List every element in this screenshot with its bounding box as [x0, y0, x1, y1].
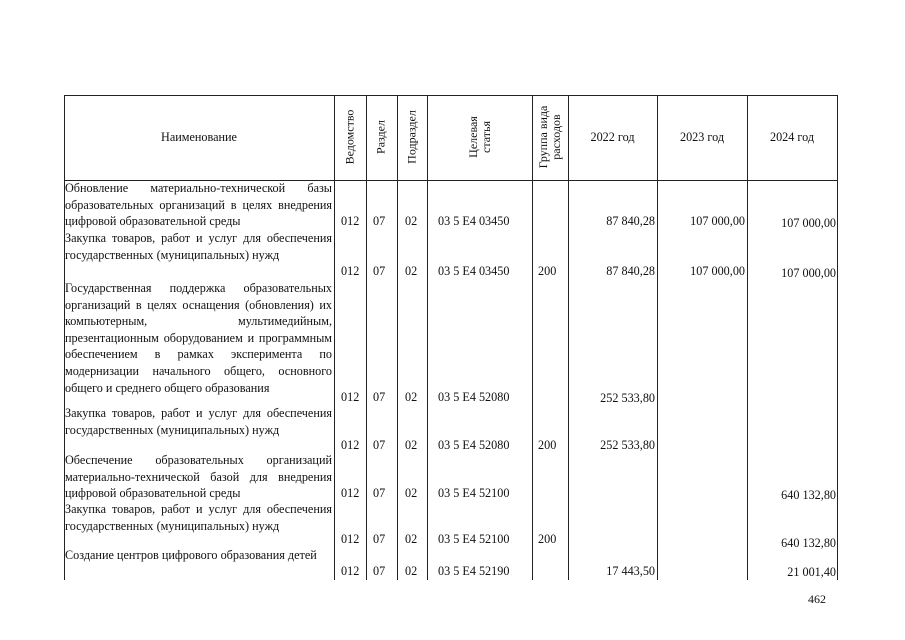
row-target: 03 5 E4 03450	[438, 264, 510, 278]
row-target: 03 5 E4 03450	[438, 214, 510, 228]
row-subsection: 02	[405, 564, 418, 578]
col-border	[532, 95, 533, 580]
row-2024: 107 000,00	[781, 216, 836, 230]
row-2022: 87 840,28	[606, 214, 655, 228]
row-section: 07	[373, 438, 386, 452]
row-2022: 252 533,80	[600, 391, 655, 405]
row-2023: 107 000,00	[690, 264, 745, 278]
row-name: Государственная поддержка образовательных организаций в целях оснащения (обновления) их компьютерным, мультимедийным, презентационным оборудованием и программным обеспечением в рамках эксперимента по модернизации начального общего, основного общего и среднего общего образования	[65, 281, 332, 395]
budget-table	[64, 95, 838, 580]
header-section: Раздел	[373, 120, 388, 154]
row-section: 07	[373, 390, 386, 404]
row-section: 07	[373, 532, 386, 546]
row-subsection: 02	[405, 486, 418, 500]
row-2022: 252 533,80	[600, 438, 655, 452]
row-subsection: 02	[405, 532, 418, 546]
row-dept: 012	[341, 532, 360, 546]
row-dept: 012	[341, 486, 360, 500]
row-name: Закупка товаров, работ и услуг для обеспечения государственных (муниципальных) нужд	[65, 406, 332, 437]
col-border	[397, 95, 398, 580]
row-name: Закупка товаров, работ и услуг для обеспечения государственных (муниципальных) нужд	[65, 231, 332, 262]
row-target: 03 5 E4 52080	[438, 438, 510, 452]
row-name: Создание центров цифрового образования детей	[65, 548, 317, 562]
row-target: 03 5 E4 52080	[438, 390, 510, 404]
row-name: Обеспечение образовательных организаций материально-технической базой для внедрения цифровой образовательной среды	[65, 453, 332, 501]
col-border	[837, 95, 838, 580]
header-target: Целевая статья	[466, 116, 493, 158]
row-2023: 107 000,00	[690, 214, 745, 228]
row-section: 07	[373, 486, 386, 500]
col-border	[366, 95, 367, 580]
row-subsection: 02	[405, 264, 418, 278]
col-border	[334, 95, 335, 580]
header-dept: Ведомство	[342, 109, 357, 165]
header-group: Группа вида расходов	[536, 105, 563, 169]
header-subsection: Подраздел	[404, 110, 419, 164]
row-subsection: 02	[405, 438, 418, 452]
col-border	[427, 95, 428, 580]
header-name: Наименование	[161, 130, 237, 144]
row-target: 03 5 E4 52190	[438, 564, 510, 578]
row-section: 07	[373, 564, 386, 578]
row-name: Закупка товаров, работ и услуг для обеспечения государственных (муниципальных) нужд	[65, 502, 332, 533]
row-2022: 17 443,50	[606, 564, 655, 578]
row-subsection: 02	[405, 214, 418, 228]
row-group: 200	[538, 532, 557, 546]
row-2024: 21 001,40	[787, 565, 836, 579]
row-dept: 012	[341, 390, 360, 404]
row-group: 200	[538, 438, 557, 452]
row-section: 07	[373, 214, 386, 228]
row-group: 200	[538, 264, 557, 278]
row-2024: 640 132,80	[781, 488, 836, 502]
header-2023: 2023 год	[679, 130, 725, 144]
page-number: 462	[808, 592, 826, 606]
row-name: Обновление материально-технической базы образовательных организаций в целях внедрения цифровой образовательной среды	[65, 181, 332, 229]
row-dept: 012	[341, 264, 360, 278]
row-subsection: 02	[405, 390, 418, 404]
row-dept: 012	[341, 438, 360, 452]
header-2024: 2024 год	[769, 130, 815, 144]
row-section: 07	[373, 264, 386, 278]
header-2022: 2022 год	[590, 130, 635, 144]
row-2022: 87 840,28	[606, 264, 655, 278]
row-2024: 640 132,80	[781, 536, 836, 550]
row-target: 03 5 E4 52100	[438, 486, 510, 500]
row-target: 03 5 E4 52100	[438, 532, 510, 546]
row-dept: 012	[341, 214, 360, 228]
row-2024: 107 000,00	[781, 266, 836, 280]
row-dept: 012	[341, 564, 360, 578]
